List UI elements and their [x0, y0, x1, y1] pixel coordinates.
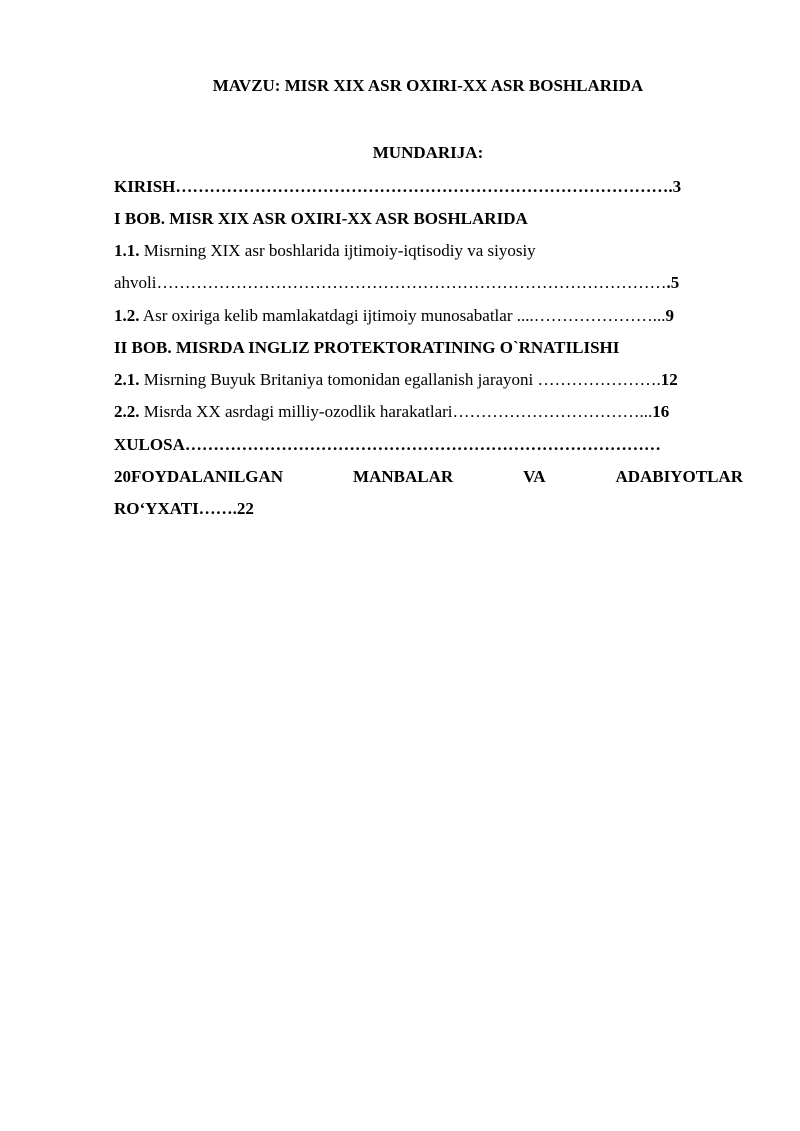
document-title: MAVZU: MISR XIX ASR OXIRI-XX ASR BOSHLARIDA	[212, 76, 644, 95]
toc-page-number: 3	[672, 177, 682, 196]
toc-heading: MUNDARIJA:	[372, 143, 484, 162]
toc-bibliography-word: VA	[523, 467, 546, 486]
toc-entry-1-1-continuation[interactable]	[114, 273, 743, 293]
toc-entry-2-2[interactable]	[114, 402, 743, 422]
toc-leader-dots: ………………………………………………………………………………	[156, 273, 667, 292]
toc-section-title: Asr oxiriga kelib mamlakatdagi ijtimoiy munosabatlar ....	[139, 306, 534, 325]
toc-bibliography-word: MANBALAR	[353, 467, 454, 486]
toc-section-number: 2.2.	[114, 402, 140, 421]
toc-entry-label: XULOSA	[114, 435, 185, 454]
toc-page-number: 9	[665, 306, 674, 325]
toc-leader-dots: …………………...	[533, 306, 666, 325]
toc-chapter-2[interactable]	[114, 338, 743, 358]
toc-bibliography-continuation: RO‘YXATI…….22	[114, 499, 254, 518]
toc-entry-introduction[interactable]	[114, 177, 743, 197]
toc-chapter-title: II BOB. MISRDA INGLIZ PROTEKTORATINING O`RNATILISHI	[114, 338, 620, 357]
toc-leader-dots: ………………….	[537, 370, 661, 389]
toc-page-number: .5	[666, 273, 680, 292]
toc-leader-dots: ……………………………...	[452, 402, 653, 421]
toc-chapter-1[interactable]	[114, 209, 743, 229]
toc-leader-dots: …………………………………………………………………………….	[175, 177, 673, 196]
toc-section-title: Misrning XIX asr boshlarida ijtimoiy-iqtisodiy va siyosiy	[139, 241, 536, 260]
toc-entry-1-2[interactable]	[114, 306, 743, 326]
toc-page-number: 12	[660, 370, 678, 389]
toc-entry-2-1[interactable]	[114, 370, 743, 390]
toc-section-title: Misrda XX asrdagi milliy-ozodlik harakatlari	[139, 402, 453, 421]
toc-section-title-continuation: ahvoli	[114, 273, 157, 292]
toc-bibliography-word: ADABIYOTLAR	[615, 467, 743, 486]
toc-leader-dots: …………………………………………………………………………	[184, 435, 661, 454]
toc-entry-bibliography[interactable]	[114, 467, 743, 487]
toc-entry-bibliography-continuation[interactable]	[114, 499, 743, 519]
toc-entry-1-1[interactable]	[114, 241, 743, 261]
toc-section-title: Misrning Buyuk Britaniya tomonidan egallanish jarayoni	[139, 370, 538, 389]
toc-chapter-title: I BOB. MISR XIX ASR OXIRI-XX ASR BOSHLARIDA	[114, 209, 528, 228]
toc-section-number: 1.2.	[114, 306, 140, 325]
toc-section-number: 2.1.	[114, 370, 140, 389]
toc-page-number: 16	[652, 402, 670, 421]
toc-entry-conclusion[interactable]	[114, 435, 743, 455]
toc-bibliography-word: 20FOYDALANILGAN	[114, 467, 284, 486]
toc-section-number: 1.1.	[114, 241, 140, 260]
toc-entry-label: KIRISH	[114, 177, 176, 196]
